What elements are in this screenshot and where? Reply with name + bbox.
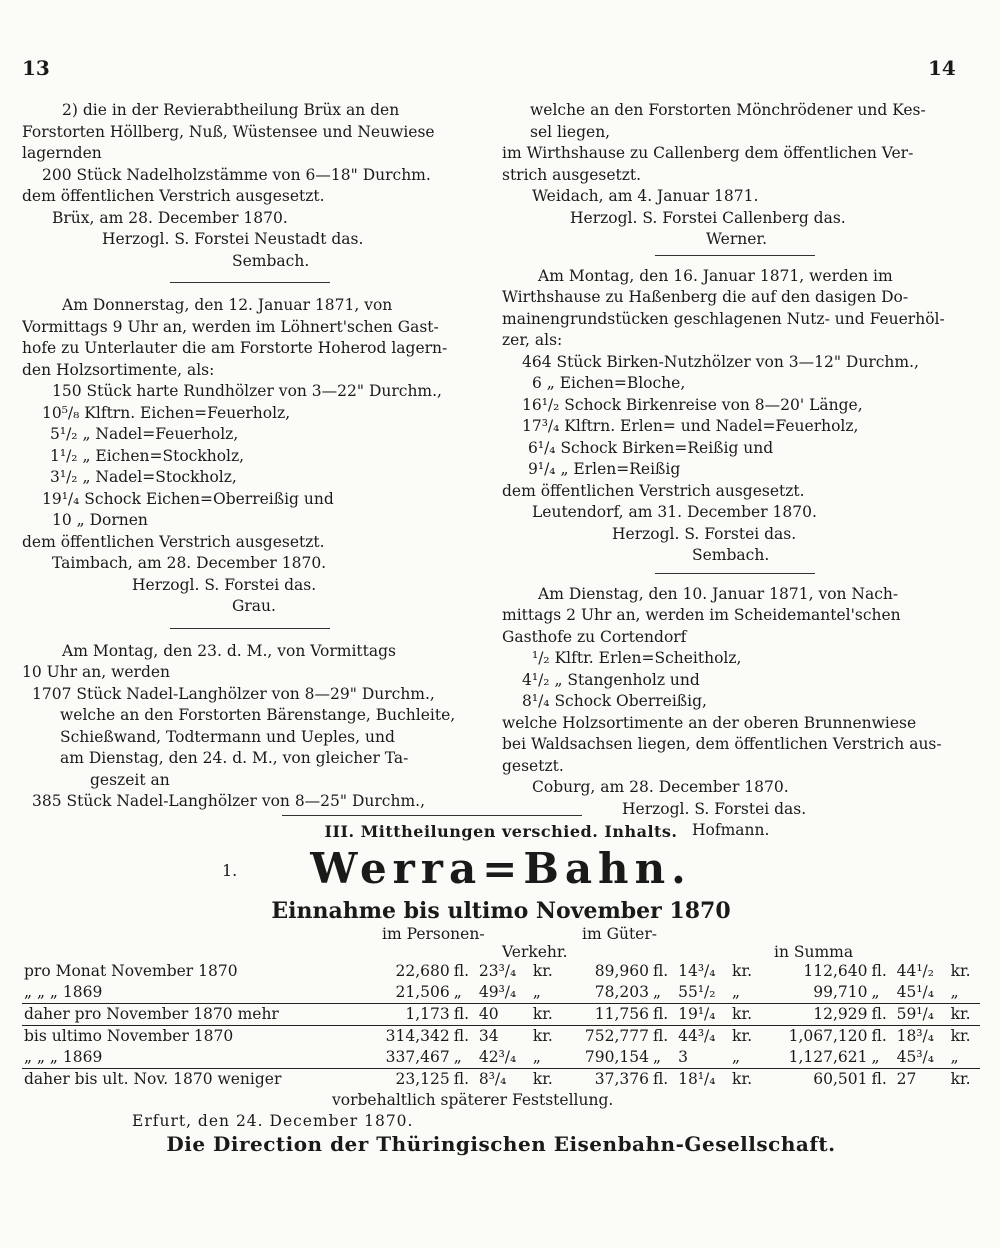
table-cell: fl. <box>453 962 469 980</box>
table-cell: „ <box>871 983 880 1001</box>
notice-cortendorf <box>502 584 967 842</box>
section-heading: III. Mittheilungen verschied. Inhalts. <box>324 822 678 841</box>
table-cell: 34 <box>477 1026 531 1048</box>
text-line: Herzogl. S. Forstei das. <box>612 524 797 543</box>
row-label: „ „ „ 1869 <box>24 1048 103 1066</box>
header-personen: im Personen- <box>382 925 485 943</box>
notice-langhoelzer <box>22 641 477 813</box>
text-line: 5¹/₂ „ Nadel=Feuerholz, <box>50 425 239 443</box>
table-cell: „ <box>950 1048 959 1066</box>
table-cell: 337,467 <box>385 1048 450 1066</box>
text-line: Am Dienstag, den 10. Januar 1871, von Nach- <box>538 584 899 603</box>
text-line: im Wirthshause zu Callenberg dem öffentlichen Ver- <box>502 144 914 162</box>
separator-rule <box>282 815 582 816</box>
table-cell: „ <box>871 1048 880 1066</box>
text-line: den Holzsortimente, als: <box>22 360 215 379</box>
page-number-left: 13 <box>22 56 50 80</box>
table-cell: kr. <box>532 962 553 980</box>
signatory: Sembach. <box>692 546 770 564</box>
text-line: zer, als: <box>502 331 563 349</box>
row-label: daher pro November 1870 mehr <box>22 1004 363 1026</box>
text-line: Leutendorf, am 31. December 1870. <box>532 503 817 521</box>
text-line: bei Waldsachsen liegen, dem öffentlichen Verstrich aus- <box>502 735 942 753</box>
table-cell: 11,756 <box>562 1004 651 1026</box>
text-line: mainengrundstücken geschlagenen Nutz- und Feuerhöl- <box>502 309 945 328</box>
text-line: Herzogl. S. Forstei das. <box>622 799 807 818</box>
notice-neustadt <box>22 100 477 272</box>
table-cell: fl. <box>651 1004 676 1026</box>
table-cell: 8³/₄ <box>477 1069 531 1091</box>
notice-leutendorf <box>502 266 967 567</box>
table-cell: kr. <box>950 962 971 980</box>
table-cell: 40 <box>477 1004 531 1026</box>
text-line: ¹/₂ Klftr. Erlen=Scheitholz, <box>532 649 742 667</box>
text-line: welche an den Forstorten Bärenstange, Buchleite, <box>60 706 456 724</box>
table-cell: kr. <box>730 1004 761 1026</box>
footer <box>22 1090 980 1155</box>
text-line: Am Montag, den 16. Januar 1871, werden im <box>538 266 893 285</box>
table-cell: 21,506 <box>395 983 450 1001</box>
table-cell: 112,640 <box>803 962 868 980</box>
table-row <box>22 961 980 982</box>
text-line: hofe zu Unterlauter die am Forstorte Hoherod lagern- <box>22 339 448 357</box>
table-cell: kr. <box>949 1069 980 1091</box>
table-cell: kr. <box>531 1069 562 1091</box>
header-summa: in Summa <box>774 943 854 961</box>
separator-rule <box>655 573 815 574</box>
signatory: Sembach. <box>232 251 310 270</box>
text-line: Am Donnerstag, den 12. Januar 1871, von <box>62 296 393 314</box>
text-line: dem öffentlichen Verstrich ausgesetzt. <box>502 481 805 500</box>
text-line: 10⁵/₈ Klftrn. Eichen=Feuerholz, <box>42 403 291 422</box>
revenue-table <box>22 961 980 1090</box>
text-line: 3¹/₂ „ Nadel=Stockholz, <box>50 468 237 486</box>
table-cell: „ <box>453 1048 462 1066</box>
row-label: bis ultimo November 1870 <box>22 1026 363 1048</box>
header-verkehr: Verkehr. <box>502 943 568 961</box>
place-date: Erfurt, den 24. December 1870. <box>132 1112 414 1130</box>
table-cell: 45¹/₄ <box>896 983 934 1001</box>
text-line: Brüx, am 28. December 1870. <box>52 208 288 227</box>
table-cell: 22,680 <box>395 962 450 980</box>
table-cell: kr. <box>949 1026 980 1048</box>
signatory: Grau. <box>232 597 276 615</box>
header-gueter: im Güter- <box>582 925 657 943</box>
text-line: Vormittags 9 Uhr an, werden im Löhnert'schen Gast- <box>22 317 439 336</box>
text-line: 6 „ Eichen=Bloche, <box>532 374 686 392</box>
table-cell: 55¹/₂ <box>678 983 716 1001</box>
row-label: pro Monat November 1870 <box>24 962 238 980</box>
text-line: welche Holzsortimente an der oberen Brunnenwiese <box>502 713 917 732</box>
text-line: 150 Stück harte Rundhölzer von 3—22" Durchm., <box>52 382 442 400</box>
row-label: daher bis ult. Nov. 1870 weniger <box>22 1069 363 1091</box>
text-line: Forstorten Höllberg, Nuß, Wüstensee und Neuwiese <box>22 122 435 141</box>
text-line: 385 Stück Nadel-Langhölzer von 8—25" Durchm., <box>32 792 425 810</box>
text-line: welche an den Forstorten Mönchrödener und Kes- <box>530 101 926 119</box>
table-cell: 60,501 <box>761 1069 869 1091</box>
text-line: 10 Uhr an, werden <box>22 663 171 681</box>
table-cell: „ <box>532 1048 541 1066</box>
table-cell: 19¹/₄ <box>676 1004 730 1026</box>
table-cell: kr. <box>531 1004 562 1026</box>
table-cell: 12,929 <box>761 1004 869 1026</box>
text-line: am Dienstag, den 24. d. M., von gleicher Ta- <box>60 749 409 767</box>
table-cell: fl. <box>869 1069 894 1091</box>
text-line: geszeit an <box>90 770 170 789</box>
table-cell: fl. <box>871 962 887 980</box>
text-line: Am Montag, den 23. d. M., von Vormittags <box>62 641 396 660</box>
text-line: Herzogl. S. Forstei das. <box>132 575 317 594</box>
table-cell: fl. <box>452 1004 477 1026</box>
text-line: Herzogl. S. Forstei Callenberg das. <box>570 208 846 227</box>
text-line: Herzogl. S. Forstei Neustadt das. <box>102 230 364 248</box>
table-cell: kr. <box>531 1026 562 1048</box>
table-cell: 1,067,120 <box>761 1026 869 1048</box>
table-cell: fl. <box>869 1026 894 1048</box>
text-line: dem öffentlichen Verstrich ausgesetzt. <box>22 532 325 551</box>
table-cell: 37,376 <box>562 1069 651 1091</box>
text-line: strich ausgesetzt. <box>502 165 642 184</box>
text-line: Weidach, am 4. Januar 1871. <box>532 187 759 205</box>
table-cell: 790,154 <box>584 1048 649 1066</box>
text-line: 16¹/₂ Schock Birkenreise von 8—20' Länge, <box>522 395 863 414</box>
text-line: 4¹/₂ „ Stangenholz und <box>522 670 700 689</box>
table-cell: „ <box>453 983 462 1001</box>
separator-rule <box>170 282 330 283</box>
right-column <box>502 100 967 842</box>
table-cell: fl. <box>652 962 669 980</box>
text-line: 200 Stück Nadelholzstämme von 6—18" Durchm. <box>42 165 431 184</box>
text-line: dem öffentlichen Verstrich ausgesetzt. <box>22 187 325 205</box>
table-cell: 1,127,621 <box>788 1048 868 1066</box>
table-cell: „ <box>950 983 959 1001</box>
page-number-right: 14 <box>928 56 956 80</box>
table-cell: 44¹/₂ <box>896 962 934 980</box>
text-line: Schießwand, Todtermann und Ueples, und <box>60 727 395 746</box>
table-cell: „ <box>732 983 741 1001</box>
separator-rule <box>170 628 330 629</box>
table-cell: fl. <box>452 1026 477 1048</box>
table-row <box>22 1026 980 1048</box>
column-headers <box>22 925 980 961</box>
text-line: 1¹/₂ „ Eichen=Stockholz, <box>50 446 245 465</box>
text-line: Wirthshause zu Haßenberg die auf den dasigen Do- <box>502 288 909 306</box>
main-title: Werra=Bahn. <box>310 844 692 893</box>
text-line: mittags 2 Uhr an, werden im Scheidemantel'schen <box>502 606 901 624</box>
reservation-note: vorbehaltlich späterer Feststellung. <box>332 1091 614 1109</box>
subtitle: Einnahme bis ultimo November 1870 <box>271 898 731 924</box>
table-cell: kr. <box>730 1026 761 1048</box>
table-cell: fl. <box>452 1069 477 1091</box>
table-cell: 23³/₄ <box>478 962 517 980</box>
text-line: gesetzt. <box>502 756 564 775</box>
text-line: 2) die in der Revierabtheilung Brüx an den <box>62 101 400 119</box>
text-line: Coburg, am 28. December 1870. <box>532 778 789 796</box>
table-cell: 1,173 <box>363 1004 452 1026</box>
text-line: 10 „ Dornen <box>52 511 148 529</box>
table-cell: 18¹/₄ <box>676 1069 730 1091</box>
table-cell: 78,203 <box>594 983 649 1001</box>
text-line: 17³/₄ Klftrn. Erlen= und Nadel=Feuerholz, <box>522 417 859 435</box>
left-column <box>22 100 477 813</box>
table-cell: 23,125 <box>363 1069 452 1091</box>
text-line: 19¹/₄ Schock Eichen=Oberreißig und <box>42 489 334 508</box>
text-line: 6¹/₄ Schock Birken=Reißig und <box>528 438 774 457</box>
table-row <box>22 1004 980 1026</box>
text-line: Taimbach, am 28. December 1870. <box>52 554 327 572</box>
table-cell: 89,960 <box>594 962 649 980</box>
table-cell: fl. <box>651 1069 676 1091</box>
row-label: „ „ „ 1869 <box>24 983 103 1001</box>
text-line: lagernden <box>22 144 102 162</box>
table-cell: 44³/₄ <box>676 1026 730 1048</box>
section-number: 1. <box>222 861 238 880</box>
table-cell: 59¹/₄ <box>895 1004 949 1026</box>
table-cell: „ <box>732 1048 741 1066</box>
table-cell: 18³/₄ <box>895 1026 949 1048</box>
table-cell: „ <box>652 1048 661 1066</box>
table-cell: 99,710 <box>813 983 868 1001</box>
separator-rule <box>655 255 815 256</box>
signatory: Hofmann. <box>692 821 770 839</box>
table-cell: 49³/₄ <box>478 983 517 1001</box>
table-row <box>22 982 980 1004</box>
table-cell: kr. <box>732 962 753 980</box>
werra-bahn-section <box>22 815 980 1155</box>
table-cell: kr. <box>949 1004 980 1026</box>
text-line: 8¹/₄ Schock Oberreißig, <box>522 692 707 710</box>
table-row <box>22 1069 980 1091</box>
title-row <box>22 841 980 897</box>
table-cell: fl. <box>651 1026 676 1048</box>
text-line: 464 Stück Birken-Nutzhölzer von 3—12" Durchm., <box>522 352 919 371</box>
table-cell: 3 <box>678 1048 688 1066</box>
table-cell: kr. <box>730 1069 761 1091</box>
table-cell: 27 <box>895 1069 949 1091</box>
table-cell: 42³/₄ <box>478 1048 517 1066</box>
table-cell: 314,342 <box>363 1026 452 1048</box>
text-line: Gasthofe zu Cortendorf <box>502 627 687 646</box>
table-cell: 14³/₄ <box>678 962 716 980</box>
notice-taimbach <box>22 295 477 618</box>
table-cell: fl. <box>869 1004 894 1026</box>
table-cell: „ <box>532 983 541 1001</box>
table-cell: 45³/₄ <box>896 1048 934 1066</box>
notice-callenberg <box>502 100 967 251</box>
signature-organization: Die Direction der Thüringischen Eisenbahn-Gesellschaft. <box>166 1132 836 1156</box>
table-row <box>22 1047 980 1069</box>
signatory: Werner. <box>706 230 768 248</box>
text-line: sel liegen, <box>530 122 611 141</box>
text-line: 9¹/₄ „ Erlen=Reißig <box>528 460 681 478</box>
table-cell: „ <box>652 983 661 1001</box>
table-cell: 752,777 <box>562 1026 651 1048</box>
text-line: 1707 Stück Nadel-Langhölzer von 8—29" Durchm., <box>32 684 435 703</box>
